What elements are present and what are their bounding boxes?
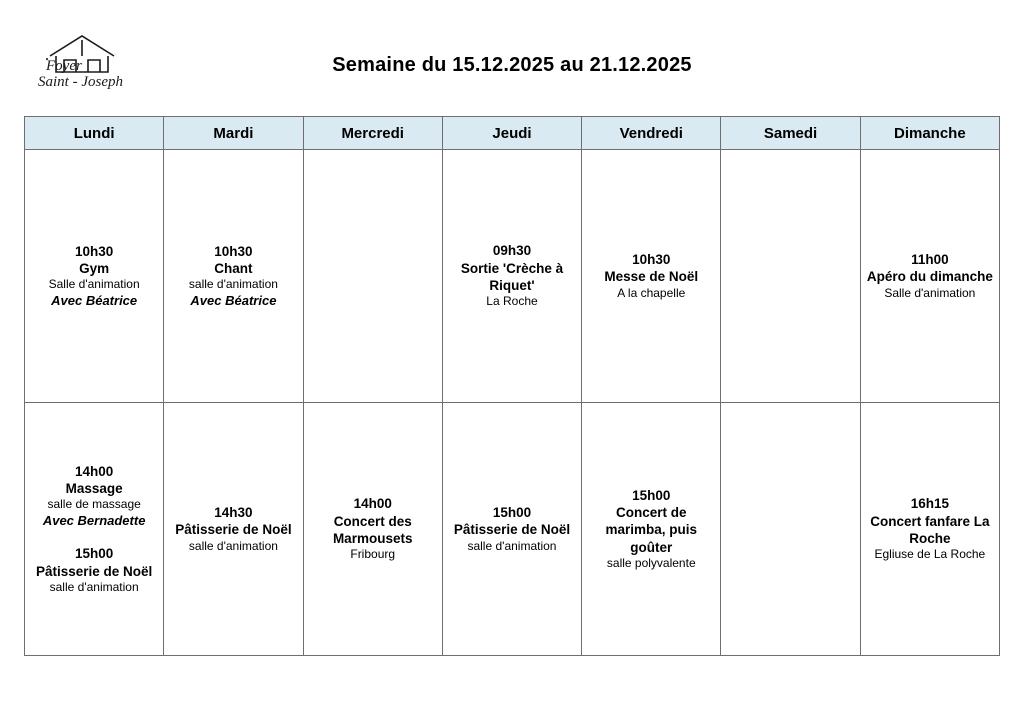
cell-dimanche-matin [860, 150, 999, 403]
column-header-mardi: Mardi [164, 117, 303, 150]
event-item: 16h15 Concert fanfare La Roche Egliuse de La Roche [870, 496, 990, 562]
event-item: 10h30 Messe de Noël A la chapelle [604, 252, 699, 300]
event-item: 15h00 Concert de marimba, puis goûter salle polyvalente [605, 487, 698, 570]
event-item: 10h30 Chant salle d'animation Avec Béatrice [188, 243, 278, 308]
cell-dimanche-apres-midi [860, 403, 999, 656]
weekly-schedule-table [24, 116, 1000, 656]
cell-jeudi-matin [442, 150, 581, 403]
event-item: 11h00 Apéro du dimanche Salle d'animation [866, 252, 993, 300]
event-item: 09h30 Sortie 'Crèche à Riquet' La Roche [460, 243, 564, 309]
event-item: 14h00 Massage salle de massage Avec Bernadette [42, 463, 146, 528]
cell-lundi-matin [25, 150, 164, 403]
svg-text:Foyer: Foyer [46, 58, 82, 74]
cell-lundi-apres-midi [25, 403, 164, 656]
cell-samedi-matin [721, 150, 860, 403]
event-item: 15h00 Pâtisserie de Noël salle d'animation [453, 505, 571, 553]
column-header-vendredi: Vendredi [582, 117, 721, 150]
cell-vendredi-apres-midi [582, 403, 721, 656]
event-item: 14h00 Concert des Marmousets Fribourg [332, 496, 413, 562]
table-row [25, 403, 1000, 656]
cell-samedi-apres-midi [721, 403, 860, 656]
cell-vendredi-matin [582, 150, 721, 403]
cell-jeudi-apres-midi [442, 403, 581, 656]
column-header-jeudi: Jeudi [442, 117, 581, 150]
table-header-row [25, 117, 1000, 150]
column-header-dimanche: Dimanche [860, 117, 999, 150]
event-item: 14h30 Pâtisserie de Noël salle d'animation [175, 505, 292, 553]
svg-text:Saint - Joseph: Saint - Joseph [38, 74, 123, 90]
entry-spacer [31, 535, 157, 545]
event-item: 15h00 Pâtisserie de Noël salle d'animation [35, 546, 153, 594]
cell-mardi-apres-midi [164, 403, 303, 656]
page-title: Semaine du 15.12.2025 au 21.12.2025 [332, 54, 692, 76]
column-header-mercredi: Mercredi [303, 117, 442, 150]
cell-mercredi-matin [303, 150, 442, 403]
column-header-lundi: Lundi [25, 117, 164, 150]
cell-mardi-matin [164, 150, 303, 403]
event-item: 10h30 Gym Salle d'animation Avec Béatrice [48, 243, 140, 308]
column-header-samedi: Samedi [721, 117, 860, 150]
table-row [25, 150, 1000, 403]
cell-mercredi-apres-midi [303, 403, 442, 656]
